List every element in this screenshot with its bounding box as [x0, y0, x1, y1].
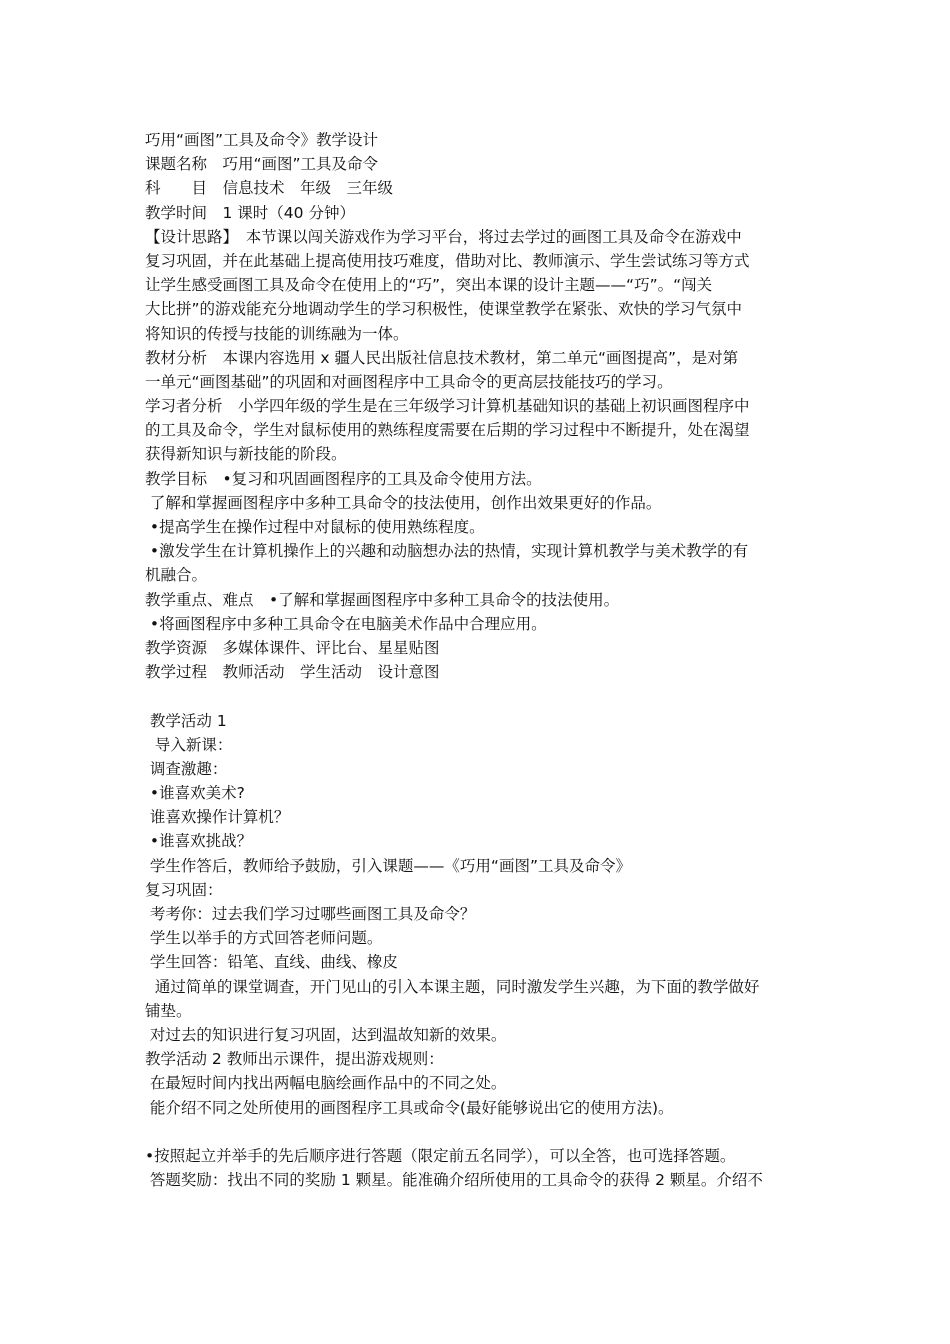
text-line: •将画图程序中多种工具命令在电脑美术作品中合理应用。: [145, 614, 547, 633]
text-line: •激发学生在计算机操作上的兴趣和动脑想办法的热情，实现计算机教学与美术教学的有: [145, 542, 749, 561]
blank-line: [145, 684, 815, 708]
text-line: 科 目 信息技术 年级 三年级: [145, 179, 394, 198]
text-line: 教学时间 1 课时（40 分钟）: [145, 203, 355, 222]
text-line: 学生回答：铅笔、直线、曲线、橡皮: [145, 953, 398, 972]
text-line: 铺垫。: [145, 1001, 192, 1020]
text-line: 让学生感受画图工具及命令在使用上的“巧”，突出本课的设计主题——“巧”。“闯关: [145, 276, 713, 295]
text-line: 能介绍不同之处所使用的画图程序工具或命令(最好能够说出它的使用方法)。: [145, 1098, 674, 1117]
text-line: 复习巩固：: [145, 880, 223, 899]
text-line: •谁喜欢美术?: [145, 784, 245, 803]
text-line: 复习巩固，并在此基础上提高使用技巧难度，借助对比、教师演示、学生尝试练习等方式: [145, 251, 750, 270]
text-line: 【设计思路】 本节课以闯关游戏作为学习平台，将过去学过的画图工具及命令在游戏中: [145, 227, 742, 246]
text-line: 获得新知识与新技能的阶段。: [145, 445, 347, 464]
text-line: 考考你：过去我们学习过哪些画图工具及命令？: [145, 905, 476, 923]
text-line: 通过简单的课堂调查，开门见山的引入本课主题，同时激发学生兴趣，为下面的教学做好: [145, 977, 760, 996]
text-line: 教学目标 •复习和巩固画图程序的工具及命令使用方法。: [145, 469, 542, 488]
text-line: •提高学生在操作过程中对鼠标的使用熟练程度。: [145, 518, 485, 536]
text-line: 谁喜欢操作计算机？: [145, 808, 290, 827]
text-line: 学生以举手的方式回答老师问题。: [145, 929, 383, 948]
text-line: •谁喜欢挑战？: [145, 832, 253, 851]
text-line: 了解和掌握画图程序中多种工具命令的技法使用，创作出效果更好的作品。: [145, 493, 662, 512]
text-line: 课题名称 巧用“画图”工具及命令: [145, 155, 379, 174]
text-line: 教学资源 多媒体课件、评比台、星星贴图: [145, 638, 440, 657]
text-line: 在最短时间内找出两幅电脑绘画作品中的不同之处。: [145, 1074, 507, 1093]
text-line: 一单元“画图基础”的巩固和对画图程序中工具命令的更高层技能技巧的学习。: [145, 372, 673, 391]
text-line: 导入新课：: [145, 735, 233, 754]
text-line: 将知识的传授与技能的训练融为一体。: [145, 324, 409, 343]
blank-line: [145, 1120, 815, 1144]
text-line: 答题奖励：找出不同的奖励 1 颗星。能准确介绍所使用的工具命令的获得 2 颗星。介绍不: [145, 1171, 763, 1190]
text-line: 大比拼”的游戏能充分地调动学生的学习积极性，使课堂教学在紧张、欢快的学习气氛中: [145, 300, 743, 319]
text-line: 教学重点、难点 •了解和掌握画图程序中多种工具命令的技法使用。: [145, 590, 620, 609]
text-line: 巧用“画图”工具及命令》教学设计: [145, 131, 379, 149]
text-line: 学生作答后，教师给予鼓励，引入课题——《巧用“画图”工具及命令》: [145, 856, 631, 875]
text-line: 对过去的知识进行复习巩固，达到温故知新的效果。: [145, 1025, 507, 1044]
document-body: [145, 128, 815, 1192]
text-line: 调查激趣：: [145, 759, 228, 778]
text-line: 教学活动 1: [145, 711, 227, 730]
text-line: 教材分析 本课内容选用 x 疆人民出版社信息技术教材，第二单元“画图提高”，是对第: [145, 348, 739, 367]
text-line: 学习者分析 小学四年级的学生是在三年级学习计算机基础知识的基础上初识画图程序中: [145, 397, 750, 416]
text-line: 的工具及命令，学生对鼠标使用的熟练程度需要在后期的学习过程中不断提升，处在渴望: [145, 421, 750, 440]
text-line: 机融合。: [145, 566, 208, 585]
text-line: •按照起立并举手的先后顺序进行答题（限定前五名同学），可以全答，也可选择答题。: [145, 1146, 736, 1165]
text-line: 教学过程 教师活动 学生活动 设计意图: [145, 663, 440, 682]
text-line: 教学活动 2 教师出示课件，提出游戏规则：: [145, 1050, 444, 1069]
